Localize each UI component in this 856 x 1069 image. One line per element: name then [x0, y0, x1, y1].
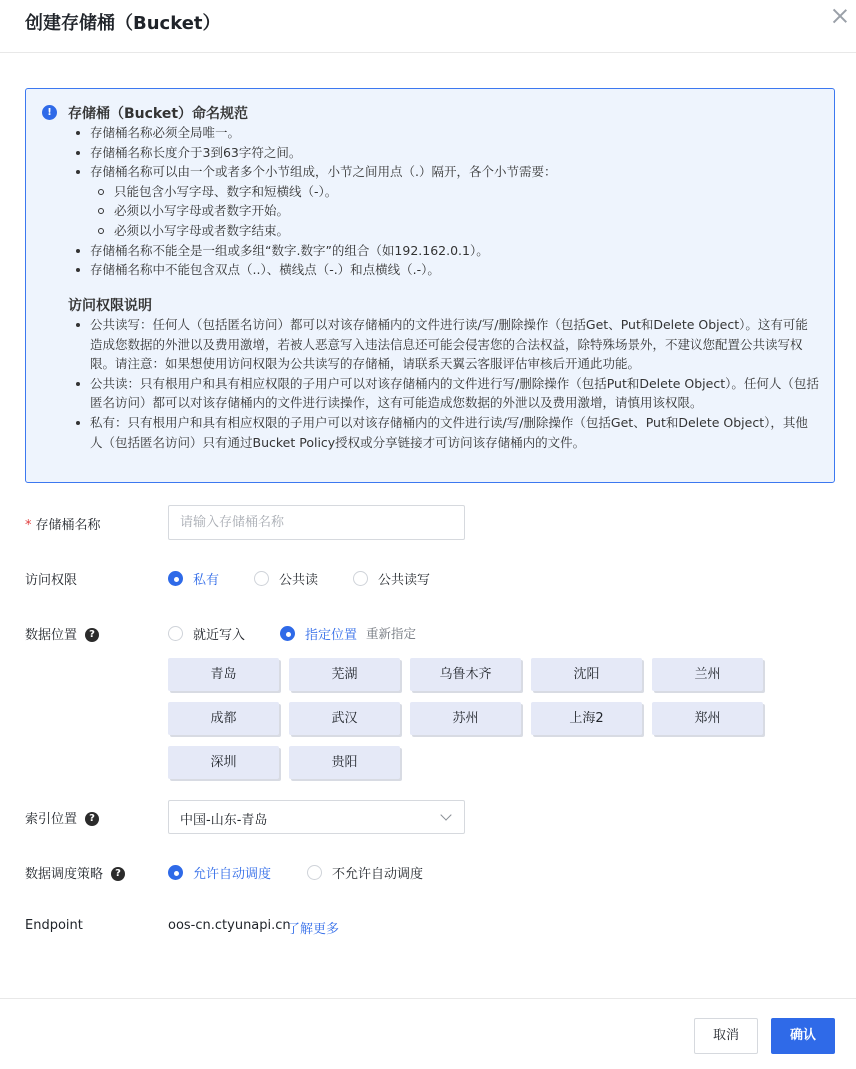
chevron-down-icon [440, 809, 451, 820]
radio-label: 公共读 [279, 573, 319, 588]
radio-label: 允许自动调度 [193, 867, 272, 882]
radio-dot [168, 865, 183, 880]
radio-dot [280, 626, 295, 641]
bucket-name-label-text: 存储桶名称 [35, 518, 101, 533]
dialog-footer [0, 998, 856, 1069]
radio-dot [168, 571, 183, 586]
dialog-header [0, 0, 856, 53]
radio-label: 不允许自动调度 [332, 867, 424, 882]
confirm-button[interactable]: 确认 [771, 1018, 835, 1054]
region-button[interactable]: 兰州 [652, 658, 763, 691]
region-button[interactable]: 武汉 [289, 702, 400, 735]
radio-label: 私有 [193, 573, 220, 588]
question-circle-icon[interactable]: ? [85, 628, 99, 642]
radio-label: 就近写入 [193, 628, 246, 643]
access-radio-public-read[interactable] [254, 569, 318, 588]
naming-rule: 存储桶名称可以由一个或者多个小节组成，小节之间用点（.）隔开，各个小节需要： [68, 162, 820, 182]
naming-rule: 存储桶名称必须全局唯一。 [68, 123, 820, 143]
question-circle-icon[interactable]: ? [85, 812, 99, 826]
bucket-name-input[interactable] [168, 505, 465, 540]
naming-subrule: 只能包含小写字母、数字和短横线（-）。 [68, 182, 820, 202]
region-button[interactable]: 成都 [168, 702, 279, 735]
scheduling-radio-disallow[interactable] [307, 863, 423, 882]
region-button[interactable]: 芜湖 [289, 658, 400, 691]
close-icon[interactable] [832, 8, 848, 24]
index-location-label-text: 索引位置 [25, 812, 78, 827]
region-button[interactable]: 苏州 [410, 702, 521, 735]
radio-dot [353, 571, 368, 586]
scheduling-radio-allow[interactable] [168, 863, 271, 882]
radio-label: 指定位置 [305, 628, 358, 643]
region-button[interactable]: 乌鲁木齐 [410, 658, 521, 691]
access-rule: 公共读写：任何人（包括匿名访问）都可以对该存储桶内的文件进行读/写/删除操作（包括Get、Put和Delete Object）。这有可能造成您数据的外泄以及费用激增，若被人恶意写入违法信息还可能会侵害您的合法权益，除特殊场景外，不建议您配置公共读写权限。请注意：如果想使用访问权限为公共读写的存储桶，请联系天翼云客服评估审核后开通此功能。 [68, 315, 820, 374]
info-icon: ! [42, 105, 57, 120]
region-button[interactable]: 深圳 [168, 746, 279, 779]
data-location-radio-nearby[interactable] [168, 624, 245, 643]
radio-dot [307, 865, 322, 880]
question-circle-icon[interactable]: ? [111, 867, 125, 881]
dialog-title: 创建存储桶（Bucket） [25, 13, 221, 34]
region-button[interactable]: 青岛 [168, 658, 279, 691]
required-mark: * [25, 518, 32, 533]
naming-subrule: 必须以小写字母或者数字结束。 [68, 221, 820, 241]
radio-dot [168, 626, 183, 641]
region-button[interactable]: 贵阳 [289, 746, 400, 779]
access-radio-private[interactable] [168, 569, 219, 588]
access-rules-list [68, 315, 820, 452]
data-location-radio-specified[interactable] [280, 624, 357, 643]
index-location-value: 中国-山东-青岛 [180, 813, 268, 828]
naming-rules-list [68, 123, 820, 280]
data-location-label-text: 数据位置 [25, 628, 78, 643]
endpoint-value: oos-cn.ctyunapi.cn [168, 918, 291, 933]
radio-label: 公共读写 [378, 573, 431, 588]
naming-rule: 存储桶名称中不能包含双点（..）、横线点（-.）和点横线（.-）。 [68, 260, 820, 280]
naming-rule: 存储桶名称不能全是一组或多组“数字.数字”的组合（如192.162.0.1）。 [68, 241, 820, 261]
region-button[interactable]: 上海2 [531, 702, 642, 735]
scheduling-label-text: 数据调度策略 [25, 867, 104, 882]
radio-dot [254, 571, 269, 586]
bucket-name-label [25, 514, 101, 533]
index-location-label [25, 808, 99, 827]
cancel-button[interactable]: 取消 [694, 1018, 758, 1054]
endpoint-label: Endpoint [25, 918, 83, 933]
naming-rules-notice [25, 88, 835, 483]
index-location-select[interactable] [168, 800, 465, 834]
region-button[interactable]: 郑州 [652, 702, 763, 735]
naming-rules-title: 存储桶（Bucket）命名规范 [68, 106, 249, 122]
scheduling-label [25, 863, 125, 882]
data-location-label [25, 624, 99, 643]
access-rules-title: 访问权限说明 [68, 298, 152, 314]
access-rule: 公共读：只有根用户和具有相应权限的子用户可以对该存储桶内的文件进行写/删除操作（包括Put和Delete Object）。任何人（包括匿名访问）都可以对该存储桶内的文件进行读操作，这有可能造成您数据的外泄以及费用激增，请慎用该权限。 [68, 374, 820, 413]
access-label: 访问权限 [25, 573, 78, 588]
naming-rule: 存储桶名称长度介于3到63字符之间。 [68, 143, 820, 163]
naming-subrule: 必须以小写字母或者数字开始。 [68, 201, 820, 221]
reassign-link[interactable]: 重新指定 [366, 626, 417, 641]
region-button[interactable]: 沈阳 [531, 658, 642, 691]
access-radio-public-read-write[interactable] [353, 569, 430, 588]
learn-more-link[interactable]: 了解更多 [287, 922, 340, 937]
access-rule: 私有：只有根用户和具有相应权限的子用户可以对该存储桶内的文件进行读/写/删除操作（包括Get、Put和Delete Object），其他人（包括匿名访问）只有通过Bucket Policy授权或分享链接才可访问该存储桶内的文件。 [68, 413, 820, 452]
